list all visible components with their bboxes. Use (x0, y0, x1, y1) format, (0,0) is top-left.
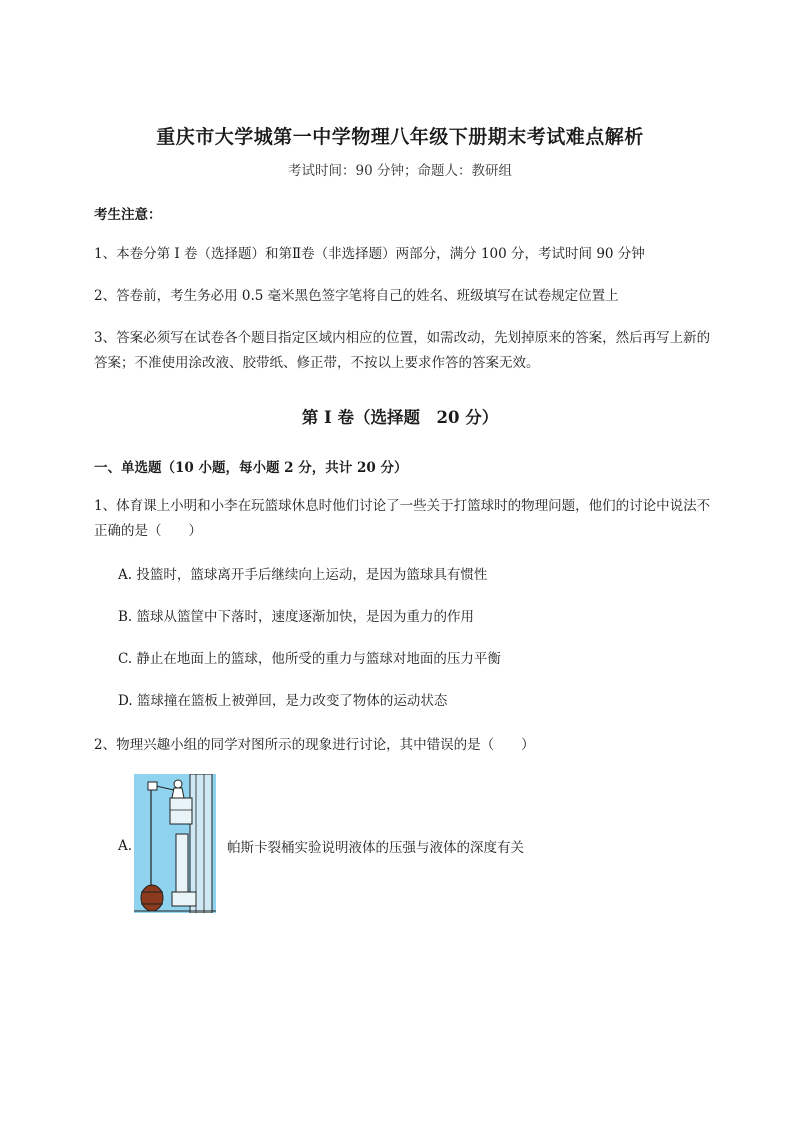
question-1-stem: 1、体育课上小明和小李在玩篮球休息时他们讨论了一些关于打篮球时的物理问题，他们的讨论中说法不正确的是（ ） (94, 498, 711, 539)
question-1-option-a: A. 投篮时，篮球离开手后继续向上运动，是因为篮球具有惯性 (118, 567, 488, 583)
section-title: 第 I 卷（选择题 20 分） (301, 408, 499, 427)
notice-heading: 考生注意： (94, 207, 162, 223)
exam-title: 重庆市大学城第一中学物理八年级下册期末考试难点解析 (156, 126, 644, 148)
question-2-stem: 2、物理兴趣小组的同学对图所示的现象进行讨论，其中错误的是（ ） (94, 737, 535, 753)
notice-item-2: 2、答卷前，考生务必用 0.5 毫米黑色签字笔将自己的姓名、班级填写在试卷规定位置上 (94, 288, 619, 304)
pascal-barrel-illustration (134, 774, 216, 913)
question-2-option-a-text: 帕斯卡裂桶实验说明液体的压强与液体的深度有关 (227, 840, 524, 856)
notice-item-1: 1、本卷分第 I 卷（选择题）和第Ⅱ卷（非选择题）两部分，满分 100 分，考试时间 90 分钟 (94, 246, 645, 262)
question-1-option-d: D. 篮球撞在篮板上被弹回，是力改变了物体的运动状态 (118, 693, 448, 709)
notice-item-3: 3、答案必须写在试卷各个题目指定区域内相应的位置，如需改动，先划掉原来的答案，然后再写上新的答案；不准使用涂改液、胶带纸、修正带，不按以上要求作答的答案无效。 (94, 330, 711, 371)
pascal-barrel-icon (134, 774, 216, 913)
part-heading: 一、单选题（10 小题，每小题 2 分，共计 20 分） (94, 460, 408, 476)
question-2-option-a-label: A. (118, 838, 133, 854)
exam-subtitle: 考试时间：90 分钟；命题人：教研组 (288, 163, 512, 179)
question-1-option-b: B. 篮球从篮筐中下落时，速度逐渐加快，是因为重力的作用 (118, 609, 475, 625)
question-1-option-c: C. 静止在地面上的篮球，他所受的重力与篮球对地面的压力平衡 (118, 651, 501, 667)
